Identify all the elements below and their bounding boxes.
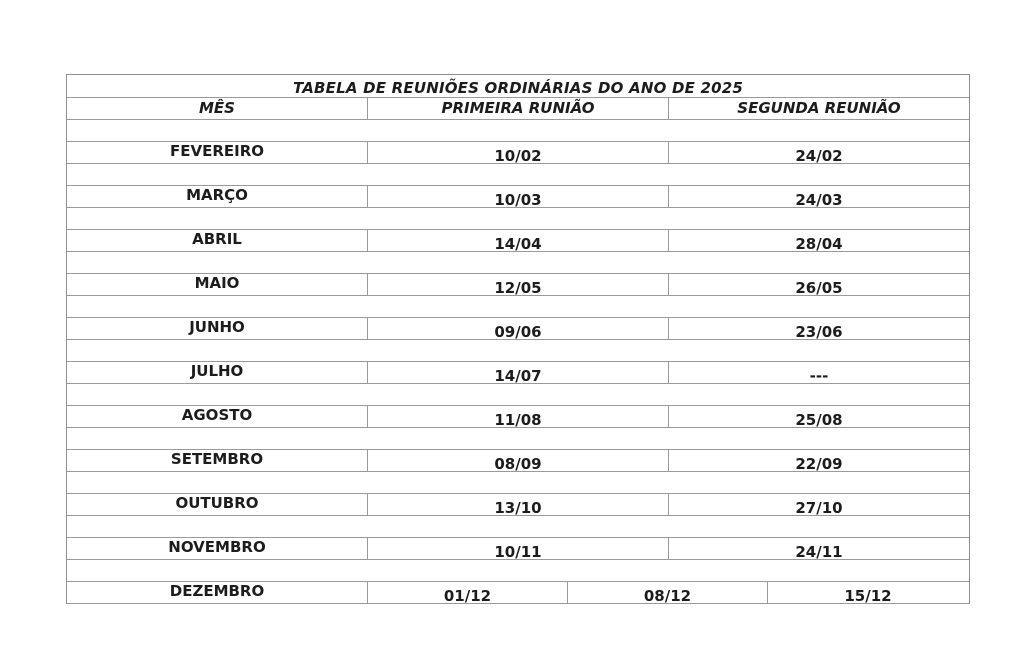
first-meeting-cell: 10/11 — [367, 538, 668, 559]
meetings-table — [66, 74, 970, 604]
month-cell: ABRIL — [192, 229, 242, 248]
spacer-row — [67, 472, 969, 494]
second-meeting-cell: 24/02 — [668, 142, 969, 163]
header-second-meeting: SEGUNDA REUNIÃO — [668, 98, 969, 119]
spacer-row — [67, 252, 969, 274]
second-meeting-cell: 24/11 — [668, 538, 969, 559]
spacer-row — [67, 516, 969, 538]
table-title: TABELA DE REUNIÕES ORDINÁRIAS DO ANO DE 2025 — [67, 75, 969, 98]
second-meeting-cell: 26/05 — [668, 274, 969, 295]
table-row — [67, 230, 969, 252]
table-row — [67, 318, 969, 340]
december-date-2: 08/12 — [567, 582, 767, 603]
second-meeting-cell: --- — [668, 362, 969, 383]
month-cell: DEZEMBRO — [169, 581, 265, 600]
table-row — [67, 274, 969, 296]
table-row — [67, 406, 969, 428]
first-meeting-cell: 10/03 — [367, 186, 668, 207]
first-meeting-cell: 09/06 — [367, 318, 668, 339]
header-month: MÊS — [199, 98, 235, 117]
december-date-3: 15/12 — [767, 582, 968, 603]
second-meeting-cell: 27/10 — [668, 494, 969, 515]
spacer-row — [67, 560, 969, 582]
second-meeting-cell: 24/03 — [668, 186, 969, 207]
month-cell: FEVEREIRO — [169, 141, 265, 160]
month-cell: JUNHO — [189, 317, 245, 336]
spacer-row — [67, 164, 969, 186]
table-row — [67, 186, 969, 208]
month-cell: OUTUBRO — [175, 493, 259, 512]
month-cell: NOVEMBRO — [168, 537, 266, 556]
month-cell: JULHO — [190, 361, 244, 380]
spacer-row — [67, 208, 969, 230]
second-meeting-cell: 28/04 — [668, 230, 969, 251]
second-meeting-cell: 22/09 — [668, 450, 969, 471]
spacer-row — [67, 120, 969, 142]
month-cell: SETEMBRO — [170, 449, 264, 468]
table-row — [67, 538, 969, 560]
table-row-december — [67, 582, 969, 604]
month-cell: MAIO — [194, 273, 240, 292]
december-date-1: 01/12 — [367, 582, 567, 603]
table-row — [67, 142, 969, 164]
second-meeting-cell: 25/08 — [668, 406, 969, 427]
table-header-row — [67, 98, 969, 120]
table-row — [67, 494, 969, 516]
table-row — [67, 362, 969, 384]
spacer-row — [67, 340, 969, 362]
first-meeting-cell: 12/05 — [367, 274, 668, 295]
month-cell: MARÇO — [186, 185, 248, 204]
spacer-row — [67, 384, 969, 406]
first-meeting-cell: 11/08 — [367, 406, 668, 427]
first-meeting-cell: 08/09 — [367, 450, 668, 471]
spacer-row — [67, 428, 969, 450]
header-first-meeting: PRIMEIRA RUNIÃO — [367, 98, 668, 119]
month-cell: AGOSTO — [181, 405, 253, 424]
first-meeting-cell: 13/10 — [367, 494, 668, 515]
first-meeting-cell: 14/07 — [367, 362, 668, 383]
first-meeting-cell: 14/04 — [367, 230, 668, 251]
table-row — [67, 450, 969, 472]
second-meeting-cell: 23/06 — [668, 318, 969, 339]
first-meeting-cell: 10/02 — [367, 142, 668, 163]
spacer-row — [67, 296, 969, 318]
